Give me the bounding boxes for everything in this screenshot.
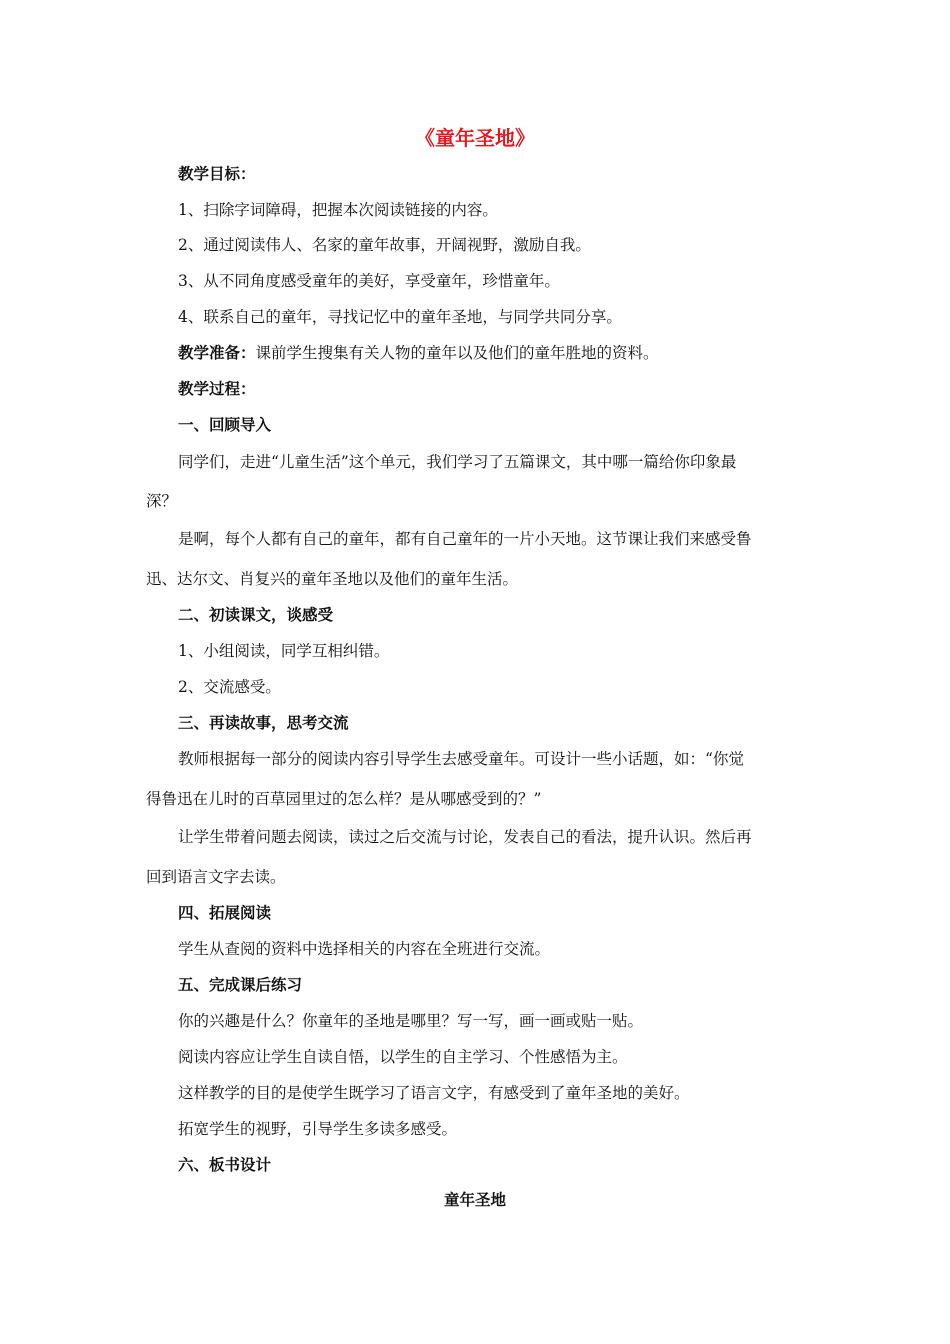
- paragraph-line: 你的兴趣是什么？你童年的圣地是哪里？写一写，画一画或贴一贴。: [178, 1012, 644, 1030]
- document-title: 《童年圣地》: [415, 126, 535, 150]
- paragraph-line: 教师根据每一部分的阅读内容引导学生去感受童年。可设计一些小话题，如：“你觉: [178, 750, 744, 768]
- paragraph-line: 学生从查阅的资料中选择相关的内容在全班进行交流。: [178, 940, 551, 958]
- section-2-heading: 二、初读课文，谈感受: [178, 605, 334, 624]
- goal-item: 3、从不同角度感受童年的美好，享受童年，珍惜童年。: [178, 272, 560, 290]
- paragraph-line: 这样教学的目的是使学生既学习了语言文字，有感受到了童年圣地的美好。: [178, 1084, 690, 1102]
- paragraph-line: 回到语言文字去读。: [146, 868, 286, 886]
- goal-item: 2、通过阅读伟人、名家的童年故事，开阔视野，激励自我。: [178, 236, 591, 254]
- list-item: 1、小组阅读，同学互相纠错。: [178, 642, 390, 660]
- paragraph-line: 是啊，每个人都有自己的童年，都有自己童年的一片小天地。这节课让我们来感受鲁: [178, 530, 752, 548]
- section-5-heading: 五、完成课后练习: [178, 975, 303, 994]
- goal-item: 4、联系自己的童年，寻找记忆中的童年圣地，与同学共同分享。: [178, 308, 622, 326]
- paragraph-line: 拓宽学生的视野，引导学生多读多感受。: [178, 1120, 458, 1138]
- section-4-heading: 四、拓展阅读: [178, 903, 272, 922]
- prep-heading: 教学准备：: [178, 343, 256, 362]
- board-design-title: 童年圣地: [443, 1190, 506, 1209]
- paragraph-line: 让学生带着问题去阅读，读过之后交流与讨论，发表自己的看法，提升认识。然后再: [178, 828, 752, 846]
- prep-text: 课前学生搜集有关人物的童年以及他们的童年胜地的资料。: [255, 344, 659, 362]
- prep-line: [178, 343, 838, 363]
- list-item: 2、交流感受。: [178, 678, 281, 696]
- goal-item: 1、扫除字词障碍，把握本次阅读链接的内容。: [178, 201, 498, 219]
- process-heading: 教学过程：: [178, 379, 256, 398]
- section-1-heading: 一、回顾导入: [178, 415, 272, 434]
- section-3-heading: 三、再读故事，思考交流: [178, 713, 349, 732]
- paragraph-line: 深？: [146, 492, 178, 510]
- paragraph-line: 得鲁迅在儿时的百草园里过的怎么样？是从哪感受到的？”: [146, 790, 542, 808]
- paragraph-line: 同学们，走进“儿童生活”这个单元，我们学习了五篇课文，其中哪一篇给你印象最: [178, 453, 737, 471]
- paragraph-line: 阅读内容应让学生自读自悟，以学生的自主学习、个性感悟为主。: [178, 1048, 628, 1066]
- section-6-heading: 六、板书设计: [178, 1155, 272, 1174]
- paragraph-line: 迅、达尔文、肖复兴的童年圣地以及他们的童年生活。: [146, 570, 519, 588]
- goals-heading: 教学目标：: [178, 164, 256, 183]
